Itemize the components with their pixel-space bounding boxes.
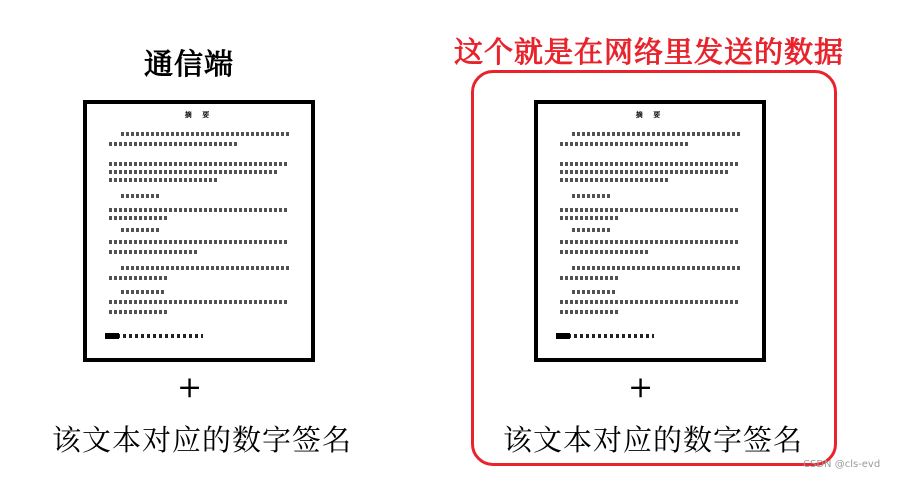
keywords-line xyxy=(562,334,654,338)
text-line xyxy=(572,132,742,136)
document-thumbnail-right xyxy=(534,100,766,362)
document-title: 摘 要 xyxy=(635,110,665,119)
text-line xyxy=(572,290,616,294)
text-line xyxy=(560,250,650,254)
plus-sign-right: + xyxy=(628,370,654,405)
text-line xyxy=(121,228,161,232)
signature-label-right: 该文本对应的数字签名 xyxy=(503,423,804,457)
transmitted-data-caption: 这个就是在网络里发送的数据 xyxy=(454,35,845,69)
text-line xyxy=(109,240,289,244)
text-line xyxy=(560,276,620,280)
text-line xyxy=(560,178,670,182)
text-line xyxy=(560,170,730,174)
text-line xyxy=(109,300,289,304)
text-line xyxy=(109,310,169,314)
text-line xyxy=(121,266,291,270)
text-line xyxy=(560,142,690,146)
signature-label-left: 该文本对应的数字签名 xyxy=(52,423,353,457)
text-line xyxy=(109,216,169,220)
plus-sign-left: + xyxy=(177,370,203,405)
text-line xyxy=(560,240,740,244)
keywords-line xyxy=(111,334,203,338)
text-line xyxy=(121,132,291,136)
text-line xyxy=(560,162,740,166)
text-line xyxy=(109,276,169,280)
text-line xyxy=(109,208,289,212)
document-thumbnail-left xyxy=(83,100,315,362)
text-line xyxy=(560,310,620,314)
sender-label: 通信端 xyxy=(144,47,235,81)
text-line xyxy=(572,194,612,198)
document-title: 摘 要 xyxy=(184,110,214,119)
text-line xyxy=(121,194,161,198)
text-line xyxy=(109,170,279,174)
text-line xyxy=(560,208,740,212)
watermark: CSDN @cls-evd xyxy=(803,459,881,470)
text-line xyxy=(572,228,612,232)
text-line xyxy=(109,178,219,182)
text-line xyxy=(572,266,742,270)
text-line xyxy=(109,162,289,166)
text-line xyxy=(560,216,620,220)
text-line xyxy=(109,250,199,254)
text-line xyxy=(109,142,239,146)
text-line xyxy=(560,300,740,304)
text-line xyxy=(121,290,165,294)
